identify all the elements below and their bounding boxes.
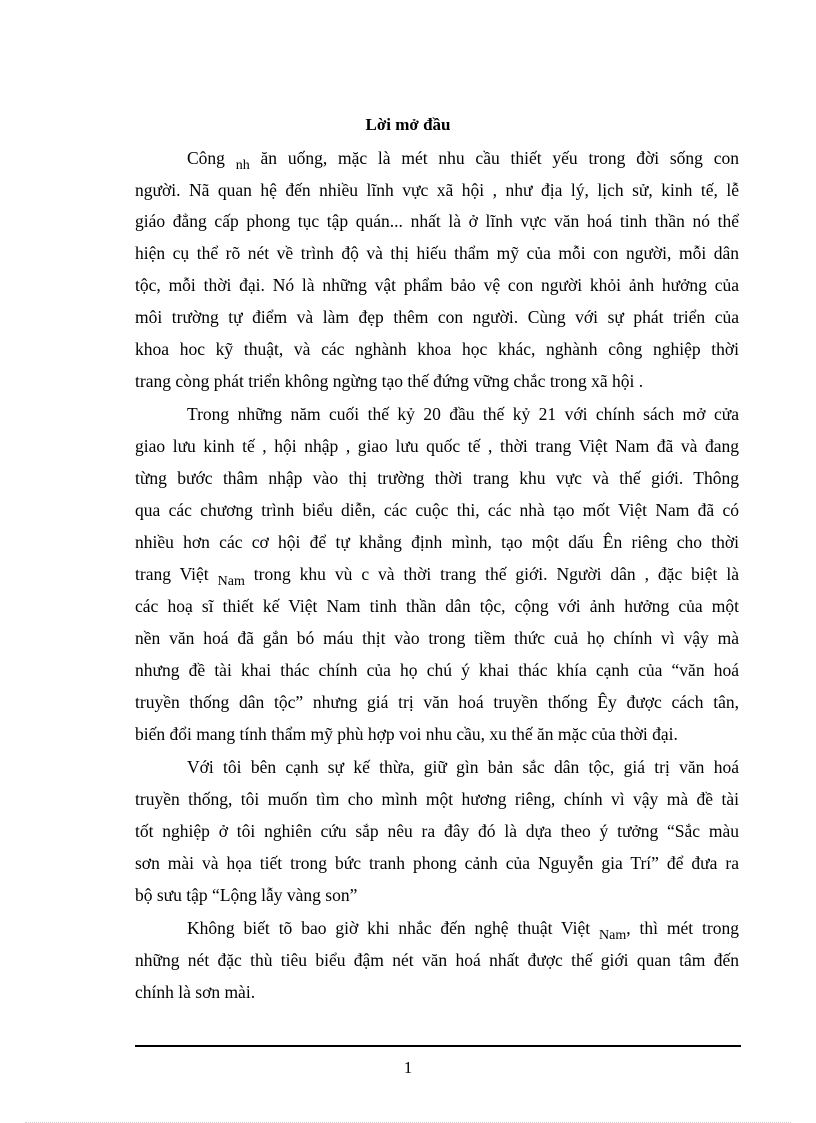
paragraph-1-line-4: hiện cụ thể rõ nét về trình độ và thị hiếu thẩm mỹ của mỗi con người, mỗi dân	[135, 243, 739, 263]
paragraph-2-line-11: biến đổi mang tính thẩm mỹ phù hợp voi nhu cầu, xu thế ăn mặc của thời đại.	[135, 724, 678, 744]
document-title: Lời mở đầu	[365, 115, 451, 134]
paragraph-4-line-3: chính là sơn mài.	[135, 982, 256, 1002]
paragraph-2-line-5: nhiều hơn các cơ hội để tự khẳng định mình, tạo một dấu Ên riêng cho thời	[135, 532, 739, 552]
paragraph-3-line-3: tốt nghiệp ở tôi nghiên cứu sắp nêu ra đây đó là dựa theo ý tưởng “Sắc màu	[135, 821, 739, 841]
subscript-fragment: nh	[235, 158, 250, 173]
paragraph-2-line-7: các hoạ sĩ thiết kế Việt Nam tinh thần dân tộc, cộng với ảnh hưởng của một	[135, 596, 739, 616]
paragraph-2-line-8: nền văn hoá đã gắn bó máu thịt vào trong tiềm thức cuả họ chính vì vậy mà	[135, 628, 739, 648]
paragraph-2-line-9: nhưng đề tài khai thác chính của họ chú ý khai thác khía cạnh của “văn hoá	[135, 660, 739, 680]
paragraph-1-line-2: người. Nã quan hệ đến nhiều lĩnh vực xã hội , như địa lý, lịch sử, kinh tế, lễ	[135, 180, 739, 200]
footer-rule	[135, 1045, 741, 1047]
paragraph-2-line-3: từng bước thâm nhập vào thị trường thời trang khu vực và thế giới. Thông	[135, 468, 739, 488]
paragraph-1-line-5: tộc, mỗi thời đại. Nó là những vật phẩm bảo vệ con người khỏi ảnh hưởng của	[135, 275, 739, 295]
paragraph-3-line-1: Với tôi bên cạnh sự kế thừa, giữ gìn bản sắc dân tộc, giá trị văn hoá	[187, 757, 739, 777]
paragraph-1-line-1: Công $_{nh}$ ăn uống, mặc là mét nhu cầu thiết yếu trong đời sống con	[187, 148, 739, 173]
paragraph-3-line-5: bộ sưu tập “Lộng lẫy vàng son”	[135, 885, 358, 905]
paragraph-2-line-10: truyền thống dân tộc” nhưng giá trị văn hoá truyền thống Êy được cách tân,	[135, 692, 739, 712]
paragraph-1-line-8: trang còng phát triển không ngừng tạo thế đứng vững chắc trong xã hội .	[135, 371, 644, 391]
paragraph-1-line-7: khoa hoc kỹ thuật, và các nghành khoa học khác, nghành công nghiệp thời	[135, 339, 739, 359]
paragraph-3-line-4: sơn mài và họa tiết trong bức tranh phong cảnh của Nguyễn gia Trí” để đưa ra	[135, 853, 739, 873]
subscript-fragment: Nam	[217, 574, 245, 589]
paragraph-4-line-2: những nét đặc thù tiêu biểu đậm nét văn hoá nhất được thế giới quan tâm đến	[135, 950, 739, 970]
paragraph-4-line-1: Không biết tõ bao giờ khi nhắc đến nghệ thuật Việt $_{Nam}$, thì mét trong	[187, 918, 739, 943]
paragraph-1-line-3: giáo đẳng cấp phong tục tập quán... nhất là ở lĩnh vực văn hoá tinh thần nó thể	[135, 211, 739, 231]
page-number: 1	[403, 1058, 413, 1077]
paragraph-2-line-6: trang Việt $_{Nam}$ trong khu vù c và thời trang thế giới. Người dân , đặc biệt là	[135, 564, 739, 589]
paragraph-3-line-2: truyền thống, tôi muốn tìm cho mình một hương riêng, chính vì vậy mà đề tài	[135, 789, 739, 809]
paragraph-2-line-2: giao lưu kinh tế , hội nhập , giao lưu quốc tế , thời trang Việt Nam đã và đang	[135, 436, 739, 456]
paragraph-2-line-1: Trong những năm cuối thế kỷ 20 đầu thế kỷ 21 với chính sách mở cửa	[187, 404, 739, 424]
paragraph-1-line-6: môi trường tự điểm và làm đẹp thêm con người. Cùng với sự phát triển của	[135, 307, 739, 327]
paragraph-2-line-4: qua các chương trình biểu diễn, các cuộc thi, các nhà tạo mốt Việt Nam đã có	[135, 500, 739, 520]
subscript-fragment: Nam	[599, 928, 627, 943]
